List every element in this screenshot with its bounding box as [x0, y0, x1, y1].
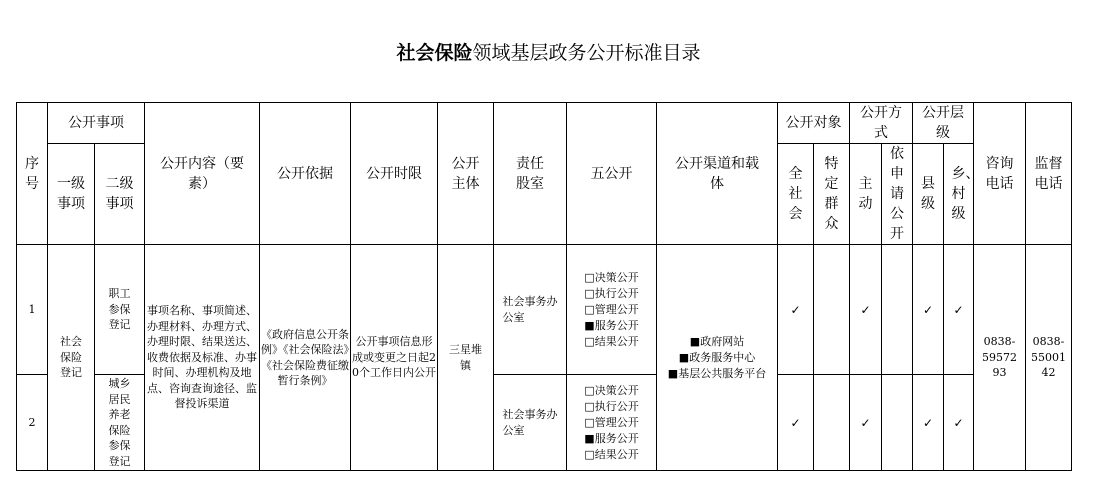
row1-all-society-check: ✓: [778, 245, 814, 375]
table-row: [17, 245, 1072, 375]
header-supervise-phone: 监督电话: [1026, 103, 1072, 245]
title-bold: 社会保险: [396, 42, 473, 64]
channel-item: ■基层公共服务平台: [667, 366, 767, 380]
header-target-group: 公开对象: [778, 103, 850, 144]
row1-county-check: ✓: [913, 245, 944, 375]
five-item: □管理公开: [584, 302, 639, 316]
row2-active-check: ✓: [850, 375, 882, 471]
five-item: □执行公开: [584, 399, 639, 413]
row2-level2: 城乡居民养老保险参保登记: [95, 375, 145, 471]
basis-cell: 《政府信息公开条例》《社会保险法》《社会保险费征缴暂行条例》: [260, 245, 351, 471]
row2-on-request-check: [882, 375, 913, 471]
header-seq: 序号: [17, 103, 48, 245]
header-level-group: 公开层级: [913, 103, 974, 144]
row1-seq: 1: [17, 245, 48, 375]
row1-town-village-check: ✓: [944, 245, 974, 375]
subject-cell: 三星堆镇: [438, 245, 494, 471]
header-method-group: 公开方式: [850, 103, 913, 144]
row2-specific-group-check: [814, 375, 850, 471]
five-item: □决策公开: [584, 270, 639, 284]
title-rest: 领域基层政务公开标准目录: [472, 42, 701, 64]
row1-active-check: ✓: [850, 245, 882, 375]
row1-dept: 社会事务办公室: [494, 245, 567, 375]
level1-cell: 社会保险登记: [48, 245, 95, 471]
row1-specific-group-check: [814, 245, 850, 375]
header-subject: 公开主体: [438, 103, 494, 245]
five-item: □执行公开: [584, 286, 639, 300]
row1-on-request-check: [882, 245, 913, 375]
header-item-group: 公开事项: [48, 103, 145, 144]
five-item: □决策公开: [584, 383, 639, 397]
header-content: 公开内容（要素）: [145, 103, 260, 245]
five-item: □结果公开: [584, 447, 639, 461]
page-title: [0, 40, 1097, 66]
header-level2: 二级事项: [95, 144, 145, 245]
header-on-request: 依申请公开: [882, 144, 913, 245]
row1-level2: 职工参保登记: [95, 245, 145, 375]
row2-town-village-check: ✓: [944, 375, 974, 471]
five-item: □管理公开: [584, 415, 639, 429]
five-item: ■服务公开: [584, 431, 639, 445]
header-dept: 责任股室: [494, 103, 567, 245]
header-time-limit: 公开时限: [351, 103, 438, 245]
channel-list: [657, 245, 778, 471]
header-specific-group: 特定群众: [814, 144, 850, 245]
channel-item: ■政务服务中心: [678, 350, 756, 364]
row1-five-list: [567, 245, 657, 375]
content-cell: 事项名称、事项简述、办理材料、办理方式、办理时限、结果送达、收费依据及标准、办事时间、办理机构及地点、咨询查询途径、监督投诉渠道: [145, 245, 260, 471]
catalog-table: [16, 102, 1072, 471]
time-limit-cell: 公开事项信息形成或变更之日起20个工作日内公开: [351, 245, 438, 471]
header-five: 五公开: [567, 103, 657, 245]
row2-county-check: ✓: [913, 375, 944, 471]
header-channel: 公开渠道和载体: [657, 103, 778, 245]
consult-phone-cell: 0838-5957293: [974, 245, 1026, 471]
supervise-phone-cell: 0838-5500142: [1026, 245, 1072, 471]
header-level1: 一级事项: [48, 144, 95, 245]
row2-seq: 2: [17, 375, 48, 471]
five-item: □结果公开: [584, 334, 639, 348]
row2-all-society-check: ✓: [778, 375, 814, 471]
header-all-society: 全社会: [778, 144, 814, 245]
five-item: ■服务公开: [584, 318, 639, 332]
header-town-village: 乡、村级: [944, 144, 974, 245]
header-consult-phone: 咨询电话: [974, 103, 1026, 245]
row2-five-list: [567, 375, 657, 471]
row2-dept: 社会事务办公室: [494, 375, 567, 471]
channel-item: ■政府网站: [689, 334, 745, 348]
header-active: 主动: [850, 144, 882, 245]
header-basis: 公开依据: [260, 103, 351, 245]
header-county: 县级: [913, 144, 944, 245]
